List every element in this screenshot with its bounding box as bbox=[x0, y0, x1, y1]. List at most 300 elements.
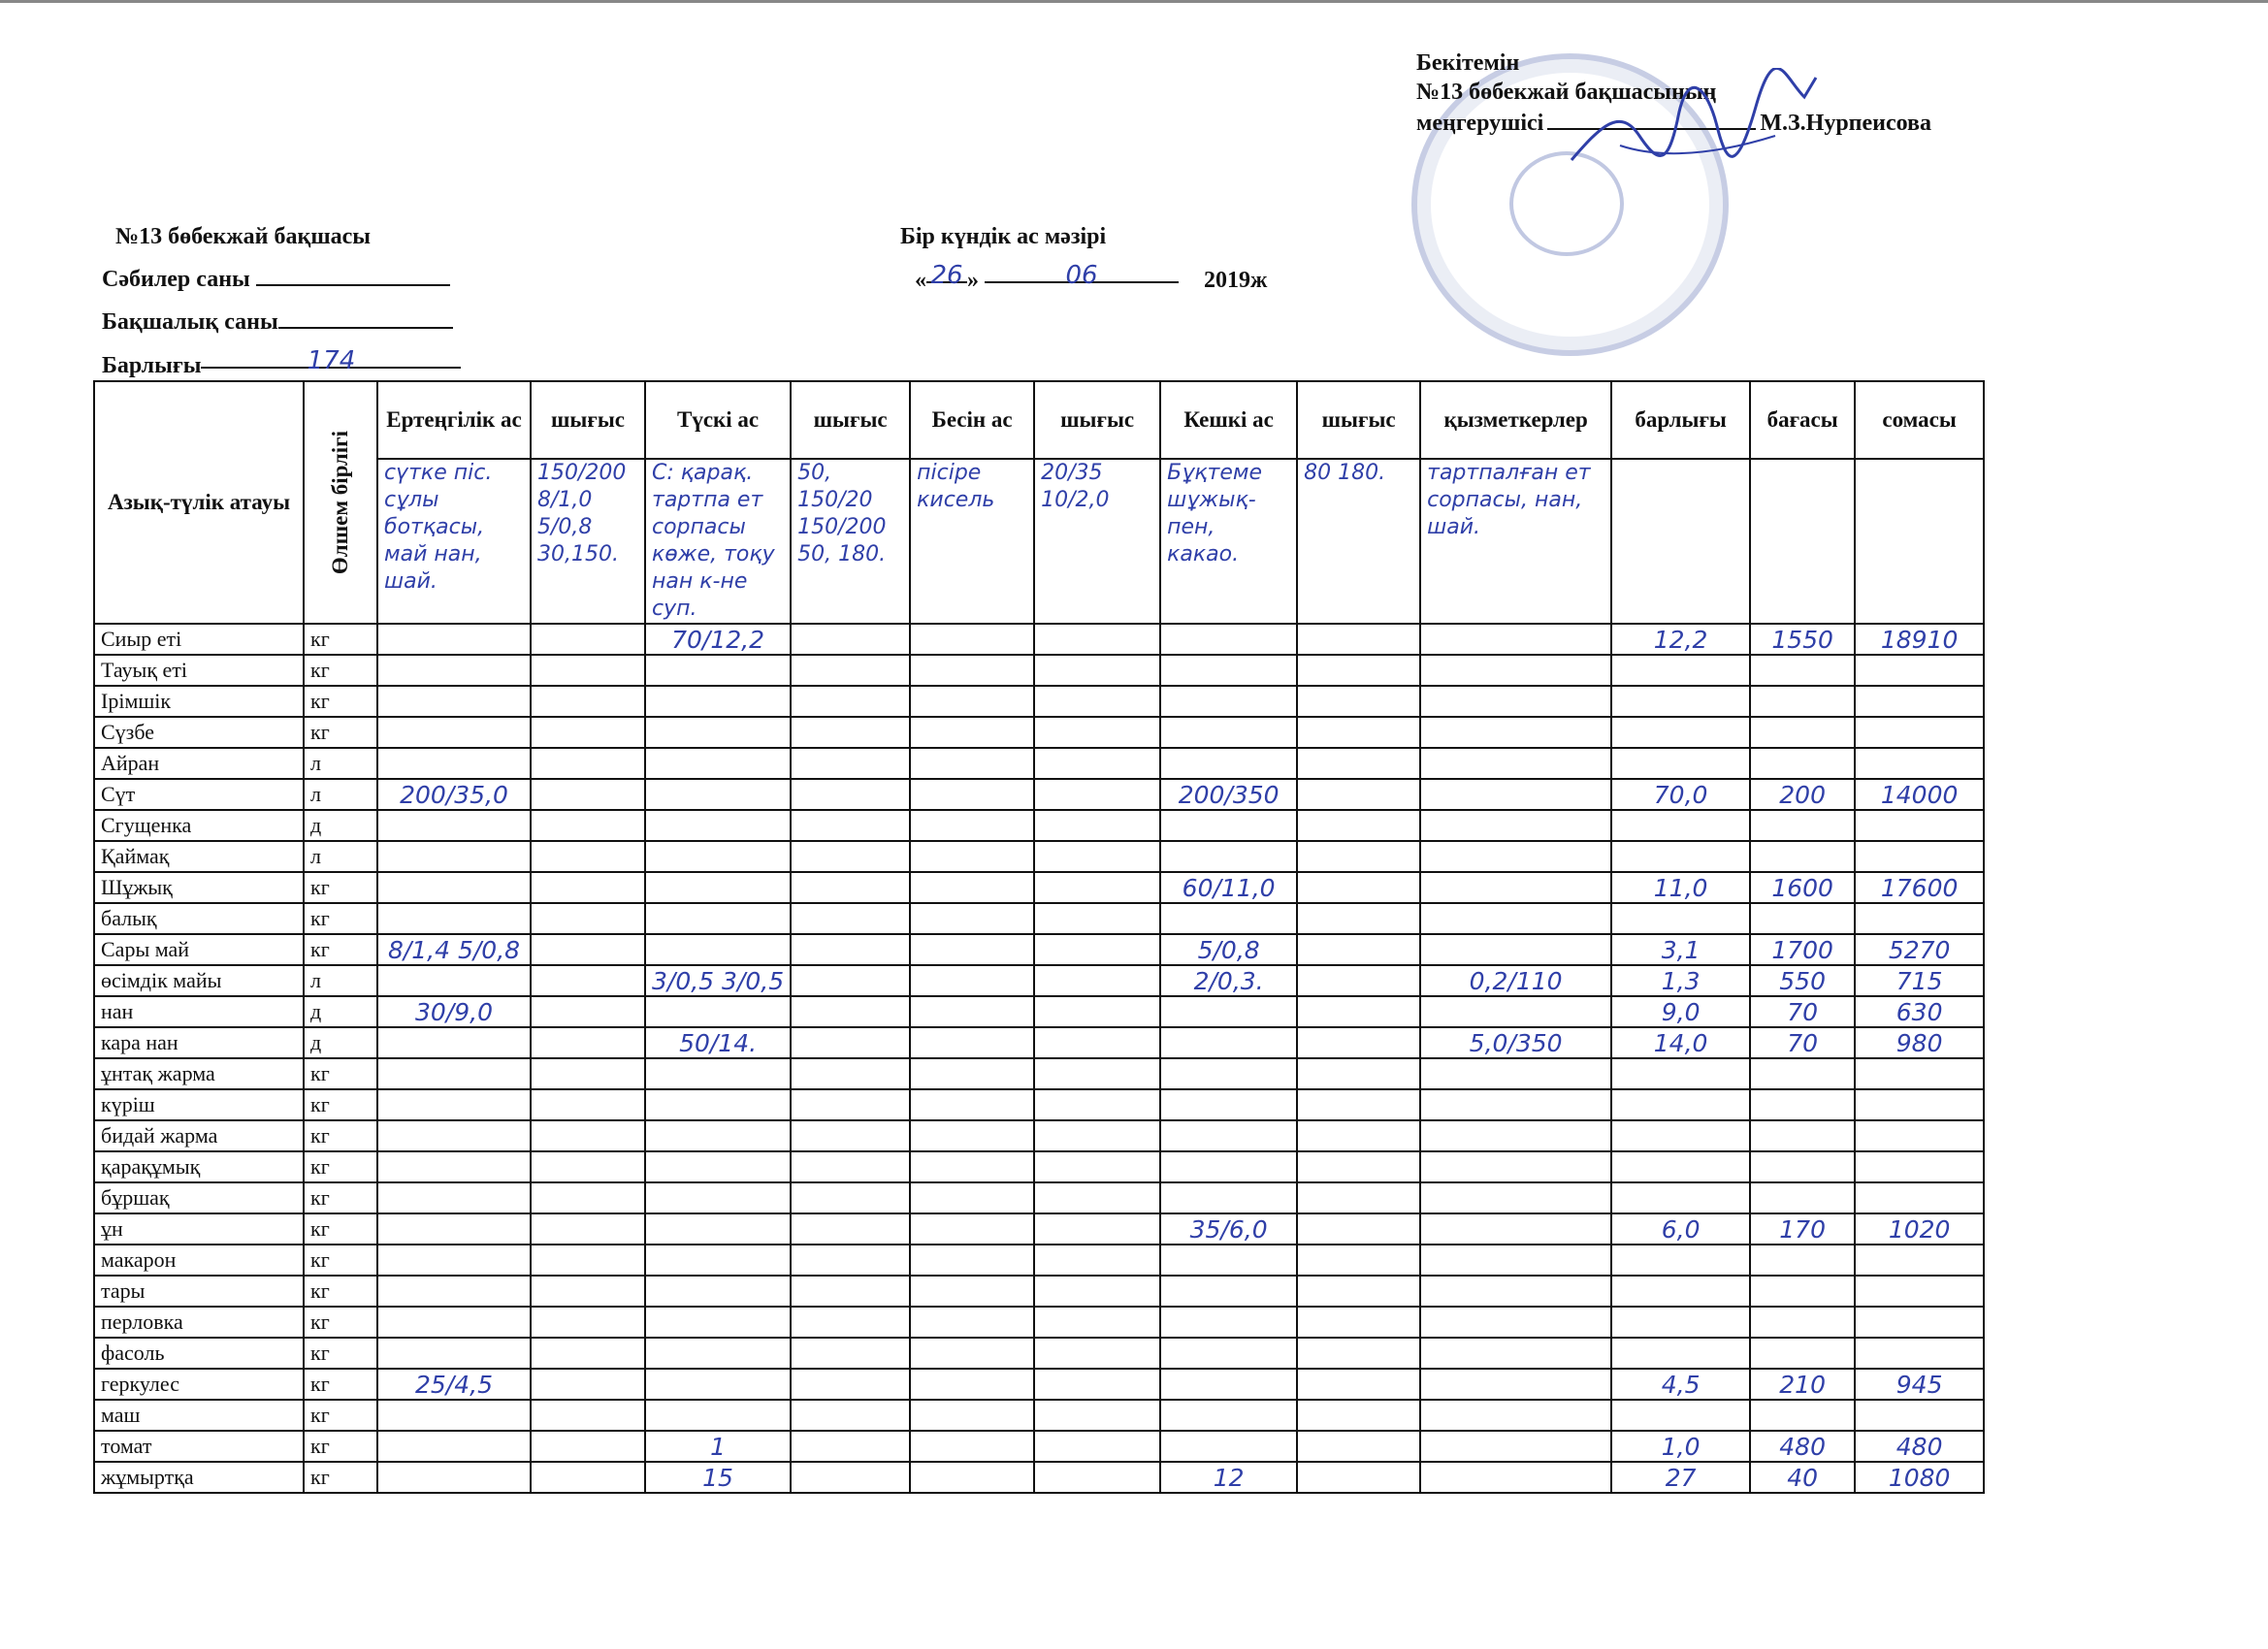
cell-total bbox=[1611, 841, 1750, 872]
cell-name: Қаймақ bbox=[94, 841, 304, 872]
cell-breakfast bbox=[377, 717, 531, 748]
dish-dinner: Бұқтеме шұжық-пен, какао. bbox=[1160, 459, 1297, 624]
cell-empty bbox=[1034, 1089, 1160, 1120]
cell-empty bbox=[1297, 1213, 1420, 1245]
cell-unit: кг bbox=[304, 1276, 377, 1307]
cell-empty bbox=[1297, 1058, 1420, 1089]
cell-total bbox=[1611, 1245, 1750, 1276]
cell-unit: д bbox=[304, 996, 377, 1027]
cell-price bbox=[1750, 1245, 1855, 1276]
table-row bbox=[94, 872, 1984, 903]
cell-empty bbox=[910, 1151, 1034, 1182]
cell-empty bbox=[910, 655, 1034, 686]
cell-sum bbox=[1855, 1245, 1984, 1276]
handwritten-value: 480 bbox=[1895, 1432, 1943, 1461]
col-price: бағасы bbox=[1750, 381, 1855, 459]
cell-total bbox=[1611, 872, 1750, 903]
cell-empty bbox=[910, 1400, 1034, 1431]
cell-sum bbox=[1855, 903, 1984, 934]
table-row bbox=[94, 1307, 1984, 1338]
cell-name: Тауық еті bbox=[94, 655, 304, 686]
handwritten-value: 35/6,0 bbox=[1189, 1214, 1268, 1244]
cell-price bbox=[1750, 1431, 1855, 1462]
cell-dinner bbox=[1160, 810, 1297, 841]
table-row bbox=[94, 686, 1984, 717]
cell-price bbox=[1750, 1400, 1855, 1431]
cell-name: ұн bbox=[94, 1213, 304, 1245]
cell-empty bbox=[791, 1151, 910, 1182]
cell-price bbox=[1750, 655, 1855, 686]
cell-empty bbox=[910, 872, 1034, 903]
handwritten-value: 60/11,0 bbox=[1182, 873, 1276, 902]
dish-staff: тартпалған ет сорпасы, нан, шай. bbox=[1420, 459, 1611, 624]
cell-total bbox=[1611, 996, 1750, 1027]
handwritten-value: 12,2 bbox=[1653, 625, 1708, 654]
cell-name: Айран bbox=[94, 748, 304, 779]
cell-empty bbox=[910, 1431, 1034, 1462]
cell-unit: д bbox=[304, 810, 377, 841]
cell-empty bbox=[1297, 717, 1420, 748]
cell-lunch bbox=[645, 1338, 791, 1369]
cell-empty bbox=[1034, 1276, 1160, 1307]
col-lunch: Түскі ас bbox=[645, 381, 791, 459]
cell-empty bbox=[1297, 965, 1420, 996]
cell-unit: кг bbox=[304, 1245, 377, 1276]
cell-price bbox=[1750, 965, 1855, 996]
handwritten-value: 630 bbox=[1895, 997, 1943, 1026]
cell-name: геркулес bbox=[94, 1369, 304, 1400]
cell-empty bbox=[1034, 1400, 1160, 1431]
dish-sum bbox=[1855, 459, 1984, 624]
table-row bbox=[94, 1245, 1984, 1276]
cell-empty bbox=[910, 779, 1034, 810]
col-breakfast: Ертеңгілік ас bbox=[377, 381, 531, 459]
cell-dinner bbox=[1160, 1120, 1297, 1151]
handwritten-value: 1700 bbox=[1771, 935, 1833, 964]
cell-total bbox=[1611, 624, 1750, 655]
cell-unit: кг bbox=[304, 1400, 377, 1431]
handwritten-value: 5,0/350 bbox=[1469, 1028, 1563, 1057]
cell-empty bbox=[791, 1120, 910, 1151]
table-row bbox=[94, 965, 1984, 996]
cell-lunch bbox=[645, 1151, 791, 1182]
cell-empty bbox=[531, 934, 645, 965]
handwritten-value: 4,5 bbox=[1661, 1370, 1701, 1399]
table-row bbox=[94, 1120, 1984, 1151]
cell-lunch bbox=[645, 872, 791, 903]
cell-empty bbox=[910, 1462, 1034, 1493]
cell-empty bbox=[791, 1213, 910, 1245]
cell-empty bbox=[791, 903, 910, 934]
cell-dinner bbox=[1160, 1089, 1297, 1120]
cell-staff bbox=[1420, 934, 1611, 965]
cell-breakfast bbox=[377, 1120, 531, 1151]
cell-price bbox=[1750, 1276, 1855, 1307]
cell-empty bbox=[791, 1089, 910, 1120]
cell-staff bbox=[1420, 1120, 1611, 1151]
cell-empty bbox=[1297, 1182, 1420, 1213]
cell-breakfast bbox=[377, 1462, 531, 1493]
cell-empty bbox=[1297, 1120, 1420, 1151]
cell-empty bbox=[910, 1307, 1034, 1338]
cell-sum bbox=[1855, 965, 1984, 996]
cell-empty bbox=[531, 1462, 645, 1493]
cell-empty bbox=[1297, 934, 1420, 965]
cell-empty bbox=[1297, 1245, 1420, 1276]
garden-label: Бақшалық саны bbox=[102, 309, 278, 335]
cell-sum bbox=[1855, 1307, 1984, 1338]
cell-empty bbox=[910, 1213, 1034, 1245]
cell-empty bbox=[791, 1462, 910, 1493]
cell-dinner bbox=[1160, 1151, 1297, 1182]
cell-breakfast bbox=[377, 686, 531, 717]
cell-staff bbox=[1420, 624, 1611, 655]
cell-dinner bbox=[1160, 872, 1297, 903]
handwritten-value: 170 bbox=[1779, 1214, 1826, 1244]
cell-price bbox=[1750, 903, 1855, 934]
cell-empty bbox=[791, 624, 910, 655]
cell-empty bbox=[1034, 1120, 1160, 1151]
cell-name: Шұжық bbox=[94, 872, 304, 903]
cell-empty bbox=[1034, 1245, 1160, 1276]
cell-empty bbox=[910, 996, 1034, 1027]
cell-empty bbox=[1297, 872, 1420, 903]
cell-empty bbox=[1034, 996, 1160, 1027]
cell-name: Ірімшік bbox=[94, 686, 304, 717]
cell-empty bbox=[1034, 1338, 1160, 1369]
cell-price bbox=[1750, 1027, 1855, 1058]
cell-lunch bbox=[645, 1307, 791, 1338]
cell-total bbox=[1611, 965, 1750, 996]
handwritten-value: 5/0,8 bbox=[1197, 935, 1260, 964]
org-name: №13 бөбекжай бақшасы bbox=[115, 224, 371, 249]
handwritten-value: 14,0 bbox=[1653, 1028, 1708, 1057]
cell-breakfast bbox=[377, 1400, 531, 1431]
handwritten-value: 0,2/110 bbox=[1469, 966, 1563, 995]
cell-lunch bbox=[645, 655, 791, 686]
handwritten-value: 5270 bbox=[1888, 935, 1951, 964]
cell-total bbox=[1611, 717, 1750, 748]
cell-price bbox=[1750, 841, 1855, 872]
total-label: Барлығы bbox=[102, 353, 202, 378]
cell-staff bbox=[1420, 1276, 1611, 1307]
col-expense-3: шығыс bbox=[1034, 381, 1160, 459]
cell-price bbox=[1750, 717, 1855, 748]
cell-price bbox=[1750, 1338, 1855, 1369]
cell-lunch bbox=[645, 686, 791, 717]
cell-total bbox=[1611, 1369, 1750, 1400]
cell-empty bbox=[791, 655, 910, 686]
dish-total bbox=[1611, 459, 1750, 624]
cell-dinner bbox=[1160, 779, 1297, 810]
cell-name: бидай жарма bbox=[94, 1120, 304, 1151]
cell-dinner bbox=[1160, 1400, 1297, 1431]
cell-staff bbox=[1420, 841, 1611, 872]
cell-empty bbox=[910, 686, 1034, 717]
cell-lunch bbox=[645, 1276, 791, 1307]
cell-breakfast bbox=[377, 1027, 531, 1058]
cell-unit: кг bbox=[304, 1089, 377, 1120]
cell-lunch bbox=[645, 810, 791, 841]
handwritten-value: 1020 bbox=[1888, 1214, 1951, 1244]
col-expense-2: шығыс bbox=[791, 381, 910, 459]
cell-breakfast bbox=[377, 934, 531, 965]
cell-empty bbox=[910, 1120, 1034, 1151]
col-product: Азық-түлік атауы bbox=[94, 381, 304, 624]
cell-unit: л bbox=[304, 748, 377, 779]
cell-sum bbox=[1855, 1058, 1984, 1089]
date-day: 26 bbox=[930, 261, 963, 290]
infants-count-row bbox=[102, 258, 461, 301]
cell-staff bbox=[1420, 1431, 1611, 1462]
handwritten-value: 15 bbox=[702, 1463, 733, 1492]
cell-dinner bbox=[1160, 624, 1297, 655]
handwritten-value: 25/4,5 bbox=[415, 1370, 493, 1399]
cell-price bbox=[1750, 1307, 1855, 1338]
cell-breakfast bbox=[377, 965, 531, 996]
cell-price bbox=[1750, 1182, 1855, 1213]
handwritten-value: 70,0 bbox=[1653, 780, 1708, 809]
cell-empty bbox=[791, 1058, 910, 1089]
table-row bbox=[94, 903, 1984, 934]
cell-staff bbox=[1420, 1089, 1611, 1120]
cell-name: Сиыр еті bbox=[94, 624, 304, 655]
table-row bbox=[94, 934, 1984, 965]
cell-unit: кг bbox=[304, 1369, 377, 1400]
cell-dinner bbox=[1160, 1431, 1297, 1462]
cell-total bbox=[1611, 1213, 1750, 1245]
cell-total bbox=[1611, 810, 1750, 841]
cell-total bbox=[1611, 1027, 1750, 1058]
cell-lunch bbox=[645, 841, 791, 872]
cell-dinner bbox=[1160, 748, 1297, 779]
cell-empty bbox=[1297, 624, 1420, 655]
cell-total bbox=[1611, 1276, 1750, 1307]
cell-breakfast bbox=[377, 1369, 531, 1400]
cell-empty bbox=[531, 1369, 645, 1400]
cell-empty bbox=[1297, 1462, 1420, 1493]
table-row bbox=[94, 1027, 1984, 1058]
cell-empty bbox=[1297, 748, 1420, 779]
cell-empty bbox=[531, 903, 645, 934]
cell-total bbox=[1611, 1462, 1750, 1493]
cell-lunch bbox=[645, 624, 791, 655]
cell-staff bbox=[1420, 748, 1611, 779]
cell-empty bbox=[1297, 903, 1420, 934]
dish-snack: пісіре кисель bbox=[910, 459, 1034, 624]
cell-empty bbox=[910, 1338, 1034, 1369]
cell-empty bbox=[791, 1338, 910, 1369]
cell-dinner bbox=[1160, 841, 1297, 872]
cell-sum bbox=[1855, 1151, 1984, 1182]
cell-empty bbox=[1034, 872, 1160, 903]
cell-name: Сгущенка bbox=[94, 810, 304, 841]
table-row bbox=[94, 1276, 1984, 1307]
cell-empty bbox=[791, 748, 910, 779]
cell-name: бұршақ bbox=[94, 1182, 304, 1213]
handwritten-value: 1,0 bbox=[1661, 1432, 1701, 1461]
infants-label: Сәбилер саны bbox=[102, 267, 250, 292]
cell-empty bbox=[1297, 1027, 1420, 1058]
table-row bbox=[94, 624, 1984, 655]
cell-empty bbox=[531, 1245, 645, 1276]
cell-empty bbox=[1034, 841, 1160, 872]
col-unit: Өлшем бірлігі bbox=[304, 381, 377, 624]
cell-empty bbox=[531, 1089, 645, 1120]
approval-name: М.З.Нурпеисова bbox=[1760, 111, 1932, 136]
cell-staff bbox=[1420, 1338, 1611, 1369]
cell-name: Сары май bbox=[94, 934, 304, 965]
cell-staff bbox=[1420, 1213, 1611, 1245]
cell-empty bbox=[1297, 1369, 1420, 1400]
cell-empty bbox=[910, 717, 1034, 748]
cell-dinner bbox=[1160, 717, 1297, 748]
cell-lunch bbox=[645, 1182, 791, 1213]
handwritten-value: 9,0 bbox=[1661, 997, 1701, 1026]
cell-empty bbox=[1034, 686, 1160, 717]
cell-dinner bbox=[1160, 1245, 1297, 1276]
cell-empty bbox=[1034, 810, 1160, 841]
cell-total bbox=[1611, 1058, 1750, 1089]
handwritten-value: 3,1 bbox=[1661, 935, 1701, 964]
cell-lunch bbox=[645, 1213, 791, 1245]
handwritten-value: 200/350 bbox=[1178, 780, 1280, 809]
cell-price bbox=[1750, 748, 1855, 779]
cell-empty bbox=[531, 841, 645, 872]
cell-empty bbox=[531, 965, 645, 996]
table-row bbox=[94, 1151, 1984, 1182]
cell-empty bbox=[910, 624, 1034, 655]
cell-empty bbox=[791, 1027, 910, 1058]
cell-lunch bbox=[645, 1120, 791, 1151]
cell-price bbox=[1750, 1151, 1855, 1182]
cell-sum bbox=[1855, 1338, 1984, 1369]
table-row bbox=[94, 748, 1984, 779]
cell-unit: кг bbox=[304, 872, 377, 903]
cell-unit: кг bbox=[304, 1151, 377, 1182]
cell-sum bbox=[1855, 748, 1984, 779]
handwritten-value: 27 bbox=[1665, 1463, 1697, 1492]
cell-empty bbox=[1034, 1027, 1160, 1058]
cell-empty bbox=[910, 965, 1034, 996]
cell-price bbox=[1750, 872, 1855, 903]
cell-sum bbox=[1855, 779, 1984, 810]
menu-title-block bbox=[900, 215, 1267, 302]
cell-price bbox=[1750, 1462, 1855, 1493]
cell-breakfast bbox=[377, 1213, 531, 1245]
cell-empty bbox=[910, 810, 1034, 841]
handwritten-value: 200/35,0 bbox=[400, 780, 508, 809]
cell-empty bbox=[531, 686, 645, 717]
cell-staff bbox=[1420, 1058, 1611, 1089]
signature-icon bbox=[1562, 68, 1833, 184]
handwritten-value: 200 bbox=[1779, 780, 1826, 809]
table-row bbox=[94, 1182, 1984, 1213]
cell-staff bbox=[1420, 655, 1611, 686]
cell-empty bbox=[531, 1431, 645, 1462]
cell-empty bbox=[1034, 1462, 1160, 1493]
cell-lunch bbox=[645, 1431, 791, 1462]
cell-name: томат bbox=[94, 1431, 304, 1462]
table-row bbox=[94, 1400, 1984, 1431]
cell-name: макарон bbox=[94, 1245, 304, 1276]
table-body bbox=[94, 624, 1984, 1493]
cell-sum bbox=[1855, 841, 1984, 872]
cell-dinner bbox=[1160, 686, 1297, 717]
cell-staff bbox=[1420, 872, 1611, 903]
cell-breakfast bbox=[377, 748, 531, 779]
cell-empty bbox=[791, 1431, 910, 1462]
cell-empty bbox=[791, 686, 910, 717]
cell-sum bbox=[1855, 686, 1984, 717]
cell-empty bbox=[531, 1120, 645, 1151]
cell-empty bbox=[1297, 841, 1420, 872]
cell-total bbox=[1611, 655, 1750, 686]
cell-empty bbox=[1297, 686, 1420, 717]
dish-expense-1: 150/200 8/1,0 5/0,8 30,150. bbox=[531, 459, 645, 624]
cell-empty bbox=[910, 841, 1034, 872]
cell-total bbox=[1611, 1089, 1750, 1120]
cell-empty bbox=[791, 779, 910, 810]
cell-lunch bbox=[645, 1462, 791, 1493]
cell-price bbox=[1750, 934, 1855, 965]
cell-empty bbox=[1297, 1307, 1420, 1338]
cell-price bbox=[1750, 1213, 1855, 1245]
cell-empty bbox=[1034, 717, 1160, 748]
table-row bbox=[94, 1462, 1984, 1493]
cell-lunch bbox=[645, 1089, 791, 1120]
handwritten-value: 40 bbox=[1787, 1463, 1819, 1492]
cell-empty bbox=[1297, 655, 1420, 686]
cell-empty bbox=[1297, 779, 1420, 810]
cell-empty bbox=[1034, 748, 1160, 779]
cell-empty bbox=[1297, 810, 1420, 841]
cell-empty bbox=[791, 996, 910, 1027]
handwritten-value: 1080 bbox=[1888, 1463, 1951, 1492]
cell-dinner bbox=[1160, 934, 1297, 965]
handwritten-value: 2/0,3. bbox=[1193, 966, 1264, 995]
cell-name: перловка bbox=[94, 1307, 304, 1338]
cell-staff bbox=[1420, 686, 1611, 717]
menu-table bbox=[93, 380, 1985, 1494]
col-expense-4: шығыс bbox=[1297, 381, 1420, 459]
cell-dinner bbox=[1160, 1213, 1297, 1245]
approval-line-1: №13 бөбекжай бақшасының bbox=[1416, 80, 1717, 105]
cell-dinner bbox=[1160, 1027, 1297, 1058]
cell-sum bbox=[1855, 1027, 1984, 1058]
scan-top-edge bbox=[0, 0, 2268, 3]
cell-empty bbox=[1034, 1431, 1160, 1462]
garden-count-row bbox=[102, 301, 461, 343]
handwritten-value: 50/14. bbox=[679, 1028, 758, 1057]
approval-title: Бекітемін bbox=[1416, 50, 1520, 76]
cell-unit: л bbox=[304, 779, 377, 810]
cell-empty bbox=[531, 996, 645, 1027]
cell-empty bbox=[791, 1369, 910, 1400]
cell-sum bbox=[1855, 1120, 1984, 1151]
cell-sum bbox=[1855, 1462, 1984, 1493]
table-row bbox=[94, 655, 1984, 686]
dish-expense-4: 80 180. bbox=[1297, 459, 1420, 624]
cell-sum bbox=[1855, 934, 1984, 965]
cell-empty bbox=[791, 1307, 910, 1338]
cell-breakfast bbox=[377, 1182, 531, 1213]
table-row bbox=[94, 996, 1984, 1027]
col-expense-1: шығыс bbox=[531, 381, 645, 459]
dish-expense-3: 20/35 10/2,0 bbox=[1034, 459, 1160, 624]
cell-dinner bbox=[1160, 1058, 1297, 1089]
cell-empty bbox=[1034, 779, 1160, 810]
